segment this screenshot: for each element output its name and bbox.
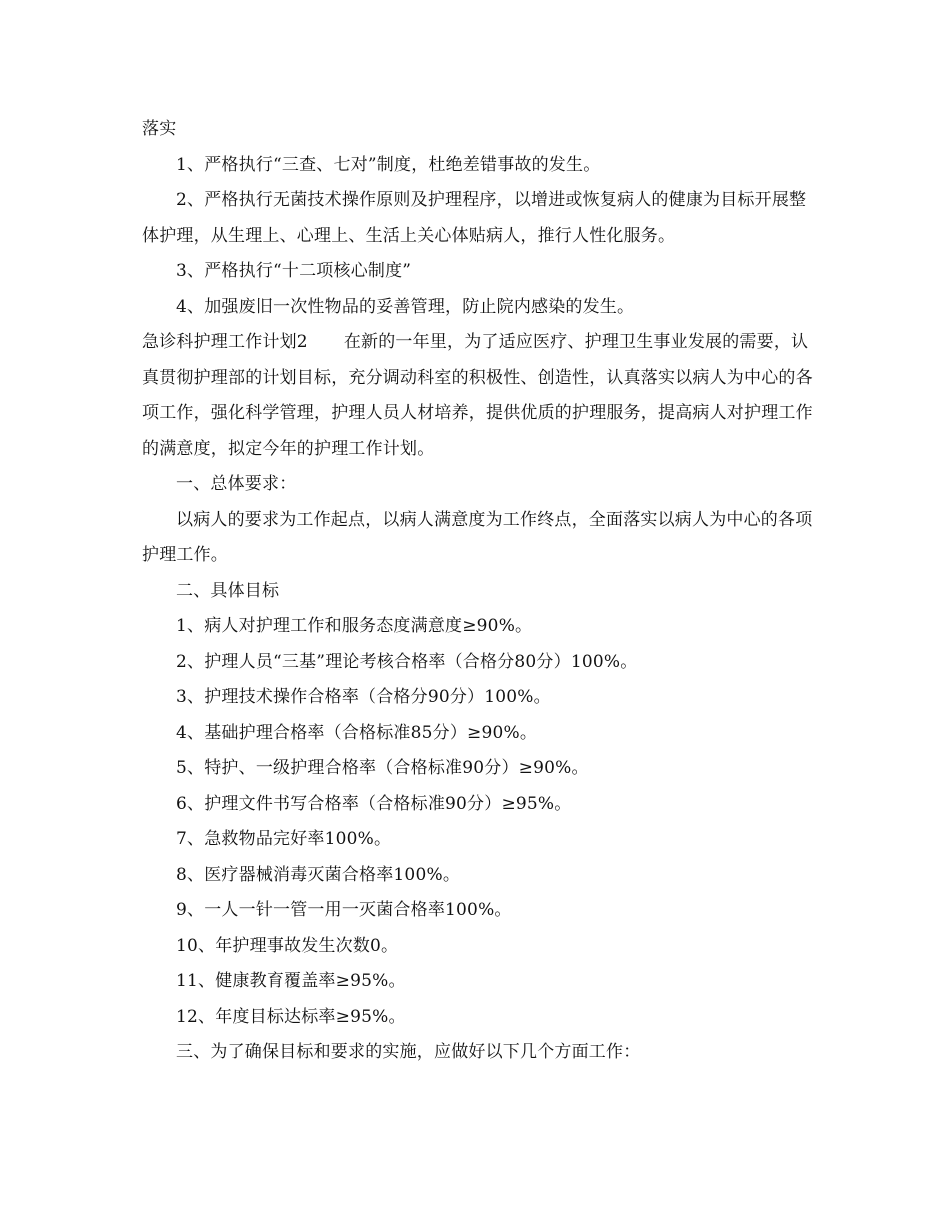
plan-intro-text: 在新的一年里，为了适应医疗、护理卫生事业发展的需要，认真贯彻护理部的计划目标，充分调动科室的积极性、创造性，认真落实以病人为中心的各项工作，强化科学管理，护理人员人材培养，提供优质的护理服务，提高病人对护理工作的满意度，拟定今年的护理工作计划。 — [142, 332, 813, 459]
goal-item: 1、病人对护理工作和服务态度满意度≥90%。 — [176, 616, 533, 636]
goal-item: 2、护理人员“三基”理论考核合格率（合格分80分）100%。 — [176, 651, 638, 672]
section-heading-implementation: 三、为了确保目标和要求的实施，应做好以下几个方面工作： — [176, 1042, 641, 1062]
section-heading-goals: 二、具体目标 — [176, 580, 280, 601]
paragraph-item-2: 2、严格执行无菌技术操作原则及护理程序，以增进或恢复病人的健康为目标开展整体护理，从生理上、心理上、生活上关心体贴病人，推行人性化服务。 — [142, 190, 807, 246]
goal-item: 12、年度目标达标率≥95%。 — [176, 1006, 406, 1027]
goal-item: 10、年护理事故发生次数0。 — [176, 935, 399, 956]
goal-item: 7、急救物品完好率100%。 — [176, 829, 392, 849]
goal-item: 5、特护、一级护理合格率（合格标准90分）≥90%。 — [176, 758, 589, 778]
paragraph-item-4: 4、加强废旧一次性物品的妥善管理，防止院内感染的发生。 — [176, 296, 635, 317]
section-heading-general: 一、总体要求： — [176, 474, 297, 494]
paragraph-general-requirement: 以病人的要求为工作起点，以病人满意度为工作终点，全面落实以病人为中心的各项护理工作。 — [142, 509, 813, 565]
goal-item: 11、健康教育覆盖率≥95%。 — [176, 971, 406, 991]
goal-item: 6、护理文件书写合格率（合格标准90分）≥95%。 — [176, 793, 572, 814]
plan-title: 急诊科护理工作计划2 — [142, 332, 308, 352]
paragraph-item-3: 3、严格执行“十二项核心制度” — [176, 261, 412, 281]
goal-item: 4、基础护理合格率（合格标准85分）≥90%。 — [176, 722, 538, 743]
paragraph-heading-fragment: 落实 — [142, 119, 177, 139]
document-body — [142, 112, 822, 1071]
goal-item: 9、一人一针一管一用一灭菌合格率100%。 — [176, 900, 512, 920]
paragraph-item-1: 1、严格执行“三查、七对”制度，杜绝差错事故的发生。 — [176, 154, 601, 175]
goal-item: 3、护理技术操作合格率（合格分90分）100%。 — [176, 687, 551, 707]
goal-item: 8、医疗器械消毒灭菌合格率100%。 — [176, 864, 461, 885]
paragraph-plan-intro — [142, 325, 822, 467]
